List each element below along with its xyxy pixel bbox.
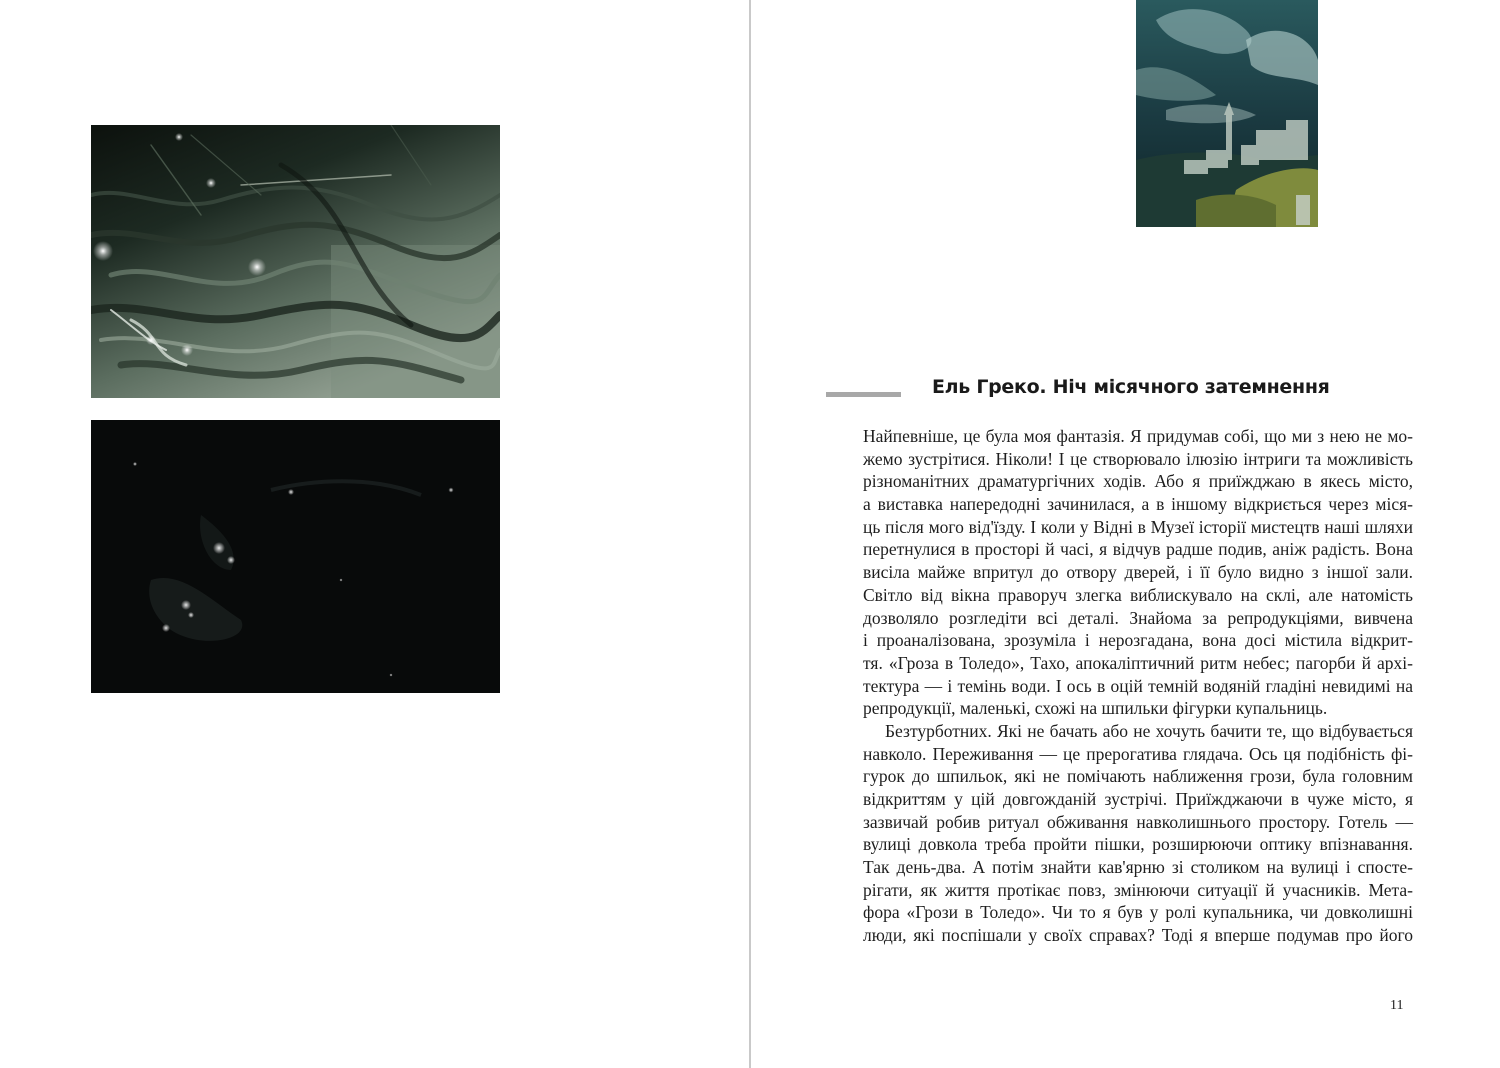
text-line: тектура — і темінь води. І ось в оцій темній водяній гладіні невидимі на bbox=[863, 675, 1413, 696]
paragraph-2 bbox=[863, 720, 1413, 947]
text-line: рігати, як життя протікає повз, змінюючи ситуації й учасників. Мета- bbox=[863, 879, 1413, 900]
text-line: жемо зустрітися. Ніколи! І це створювало ілюзію інтриги та можливість bbox=[863, 448, 1413, 469]
heading-rule bbox=[826, 392, 901, 397]
text-line: а виставка напередодні зачинилася, а в іншому відкриється через міся- bbox=[863, 494, 1413, 515]
chapter-heading: Ель Греко. Ніч місячного затемнення bbox=[932, 376, 1330, 398]
body-text bbox=[863, 425, 1413, 947]
photo-water-surface bbox=[91, 125, 500, 398]
text-line: навколо. Переживання — це прерогатива глядача. Ось ця подібність фі- bbox=[863, 743, 1413, 764]
text-line: репродукції, маленькі, схожі на шпильки фігурки купальниць. bbox=[863, 698, 1328, 719]
text-line: і проаналізована, зрозуміла і нерозгадана, вона досі містила відкрит- bbox=[863, 630, 1413, 651]
text-line: вулиці довкола треба пройти пішки, розширюючи оптику впізнавання. bbox=[863, 834, 1413, 855]
paragraph-1 bbox=[863, 425, 1413, 720]
text-line: зазвичай робив ритуал обживання навколишнього простору. Готель — bbox=[863, 811, 1413, 832]
painting-view-of-toledo bbox=[1136, 0, 1318, 227]
text-line: дозволяло розгледіти всі деталі. Знайома за репродукціями, вивчена bbox=[863, 607, 1413, 628]
text-line: відкриттям у цій довгожданій зустрічі. Приїжджаючи в чуже місто, я bbox=[863, 789, 1413, 809]
photo-night-water bbox=[91, 420, 500, 693]
text-line: гурок до шпильок, які не помічають наближення грози, була головним bbox=[863, 766, 1413, 787]
text-line: Найпевніше, це була моя фантазія. Я придумав собі, що ми з нею не мо- bbox=[863, 426, 1413, 446]
text-line: Світло від вікна праворуч злегка виблискувало на склі, але натомість bbox=[863, 584, 1413, 605]
text-line: фора «Грози в Толедо». Чи то я був у ролі купальника, чи довколишні bbox=[863, 902, 1413, 923]
text-line: люди, які поспішали у своїх справах? Тоді я вперше подумав про його bbox=[863, 925, 1413, 946]
page-number: 11 bbox=[1390, 998, 1404, 1013]
text-line: тя. «Гроза в Толедо», Тахо, апокаліптичний ритм небес; пагорби й архі- bbox=[863, 652, 1413, 673]
text-line: перетнулися в просторі й часі, я відчув радше подив, аніж радість. Вона bbox=[863, 539, 1413, 560]
text-line: висіла майже впритул до отвору дверей, і її було видно з іншої зали. bbox=[863, 562, 1413, 583]
text-line: Безтурботних. Які не бачать або не хочуть бачити те, що відбувається bbox=[885, 720, 1413, 741]
text-line: ць після мого від'їзду. І коли у Відні в Музеї історії мистецтв наші шляхи bbox=[863, 516, 1413, 537]
text-line: різноманітних драматургічних ходів. Або я приїжджаю в якесь місто, bbox=[863, 471, 1413, 492]
text-line: Так день-два. А потім знайти кав'ярню зі столиком на вулиці і спосте- bbox=[863, 857, 1413, 878]
page-gutter bbox=[749, 0, 751, 1068]
